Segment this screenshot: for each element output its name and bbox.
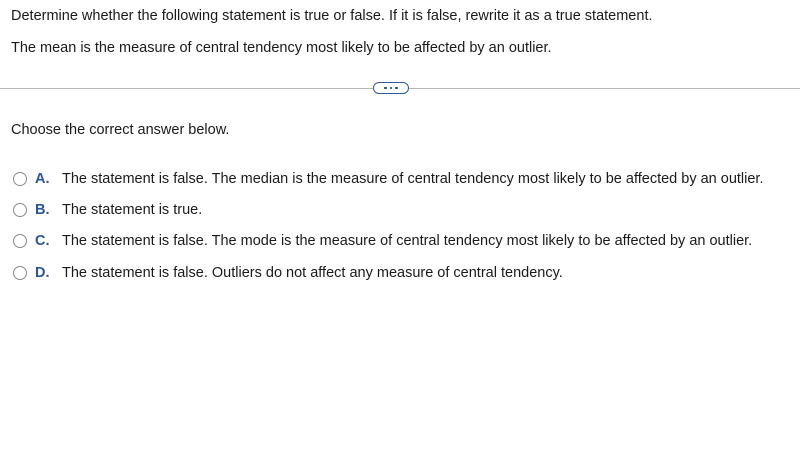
answer-option-c[interactable] bbox=[13, 226, 798, 257]
option-letter: C. bbox=[35, 233, 50, 250]
radio-button-icon[interactable] bbox=[13, 203, 27, 217]
answer-option-a[interactable] bbox=[13, 163, 798, 194]
radio-button-icon[interactable] bbox=[13, 266, 27, 280]
question-statement: The mean is the measure of central tendency most likely to be affected by an outlier. bbox=[11, 40, 552, 56]
answer-prompt: Choose the correct answer below. bbox=[11, 122, 230, 138]
question-instruction: Determine whether the following statement is true or false. If it is false, rewrite it as a true statement. bbox=[11, 8, 653, 24]
option-text[interactable]: The statement is false. The median is the measure of central tendency most likely to be affected by an outlier. bbox=[62, 170, 764, 187]
answer-option-d[interactable] bbox=[13, 257, 798, 288]
ellipsis-icon bbox=[395, 87, 398, 90]
option-letter: A. bbox=[35, 170, 50, 187]
answer-option-b[interactable] bbox=[13, 194, 798, 225]
answer-options bbox=[13, 163, 798, 288]
radio-button-icon[interactable] bbox=[13, 234, 27, 248]
question-block bbox=[11, 6, 791, 56]
ellipsis-icon bbox=[390, 87, 393, 90]
more-options-button[interactable] bbox=[373, 82, 409, 94]
option-text[interactable]: The statement is false. Outliers do not affect any measure of central tendency. bbox=[62, 264, 563, 281]
radio-button-icon[interactable] bbox=[13, 172, 27, 186]
ellipsis-icon bbox=[384, 87, 387, 90]
option-letter: B. bbox=[35, 201, 50, 218]
option-text[interactable]: The statement is false. The mode is the measure of central tendency most likely to be affected by an outlier. bbox=[62, 233, 753, 250]
option-letter: D. bbox=[35, 264, 50, 281]
option-text[interactable]: The statement is true. bbox=[62, 201, 203, 218]
